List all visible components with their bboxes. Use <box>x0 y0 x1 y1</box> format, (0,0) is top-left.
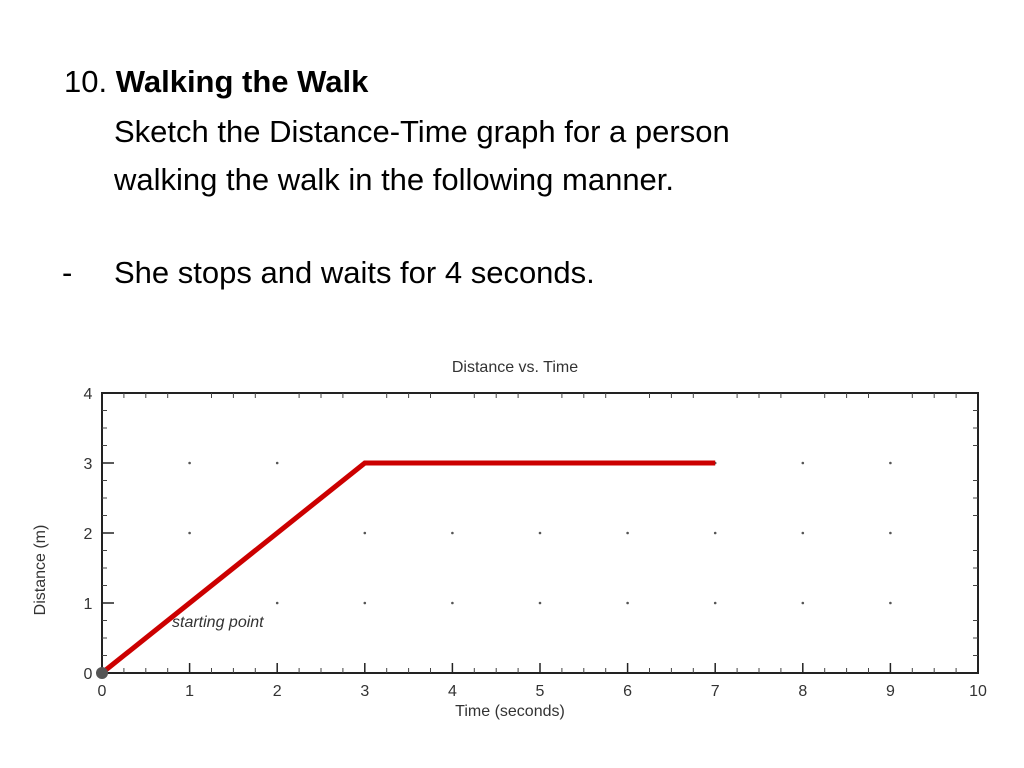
grid-dot <box>889 462 892 465</box>
grid-dot <box>539 532 542 535</box>
y-tick-label: 3 <box>83 456 93 473</box>
grid-dot <box>802 532 805 535</box>
x-axis-label: Time (seconds) <box>455 703 565 720</box>
grid-dot <box>539 602 542 605</box>
x-tick-label: 10 <box>969 683 987 700</box>
instruction-line-2: walking the walk in the following manner. <box>114 162 675 197</box>
x-tick-label: 5 <box>535 683 545 700</box>
grid-dot <box>364 602 367 605</box>
grid-dot <box>714 602 717 605</box>
instruction-line-1: Sketch the Distance-Time graph for a person <box>114 114 730 149</box>
axis-ticks <box>84 386 987 700</box>
x-tick-label: 3 <box>360 683 370 700</box>
x-tick-label: 9 <box>885 683 895 700</box>
start-marker <box>96 667 108 679</box>
grid-dot <box>364 532 367 535</box>
grid-dot <box>802 462 805 465</box>
grid-dot <box>889 602 892 605</box>
grid-dot <box>802 602 805 605</box>
y-tick-label: 4 <box>83 386 93 403</box>
series-layer <box>96 463 715 679</box>
grid-dot <box>276 602 279 605</box>
grid-dot <box>889 532 892 535</box>
y-tick-label: 1 <box>83 596 93 613</box>
grid-dot <box>626 602 629 605</box>
x-tick-label: 8 <box>798 683 808 700</box>
grid-dot <box>451 532 454 535</box>
bullet-text: She stops and waits for 4 seconds. <box>114 255 595 290</box>
x-tick-label: 6 <box>623 683 633 700</box>
grid-dot <box>714 532 717 535</box>
grid-dot <box>188 532 191 535</box>
y-tick-label: 2 <box>83 526 93 543</box>
question-heading <box>64 62 368 102</box>
x-tick-label: 4 <box>447 683 457 700</box>
y-tick-label: 0 <box>83 666 93 683</box>
y-axis-label: Distance (m) <box>32 524 49 616</box>
bullet-marker: - <box>62 255 73 290</box>
grid-dot <box>276 462 279 465</box>
distance-time-chart <box>0 330 1024 730</box>
grid-dot <box>451 602 454 605</box>
question-number: 10. <box>64 64 108 99</box>
series-line <box>102 463 715 673</box>
x-tick-label: 7 <box>710 683 720 700</box>
x-tick-label: 2 <box>272 683 282 700</box>
chart-grid <box>188 462 891 605</box>
question-title: Walking the Walk <box>115 64 369 99</box>
annotation-starting-point: starting point <box>172 614 264 631</box>
x-tick-label: 1 <box>185 683 195 700</box>
grid-dot <box>626 532 629 535</box>
chart-title: Distance vs. Time <box>451 359 579 376</box>
x-tick-label: 0 <box>97 683 107 700</box>
grid-dot <box>188 462 191 465</box>
